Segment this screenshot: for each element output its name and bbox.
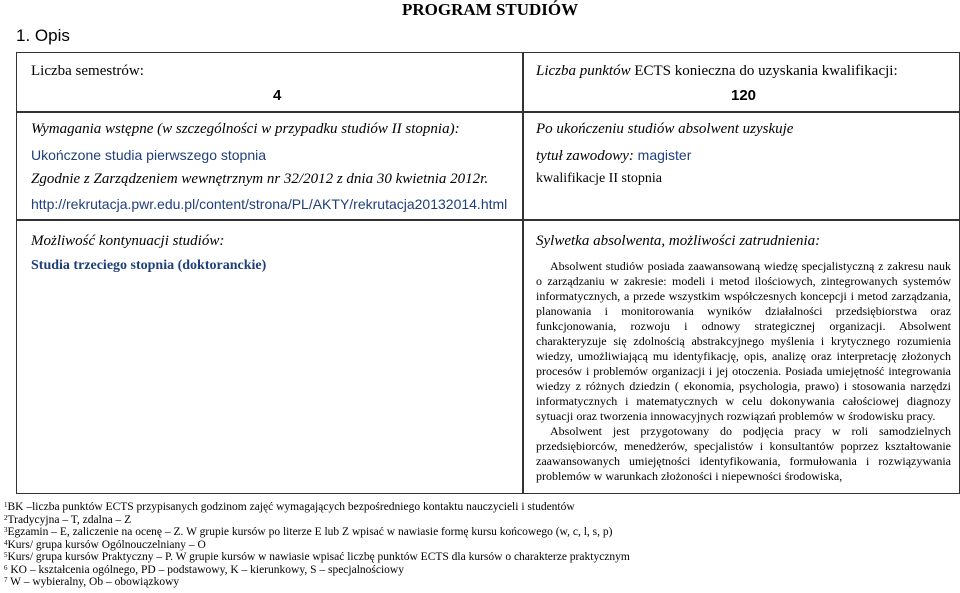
continuation-box bbox=[16, 220, 523, 494]
continuation-label: Możliwość kontynuacji studiów: bbox=[31, 233, 225, 249]
graduate-label: Po ukończeniu studiów absolwent uzyskuje bbox=[536, 121, 794, 137]
footnote-6: $^6$ KO – kształcenia ogólnego, PD – podstawowy, K – kierunkowy, S – specjalnościowy bbox=[4, 563, 404, 576]
profile-paragraph-1: Absolwent studiów posiada zaawansowaną wiedzę specjalistyczną z zakresu nauk o zarządzaniu w zakresie: modeli i metod ilościowych, zintegrowanych systemów informatycznych, a przede wszystkim współczesnych koncepcji i metod zarządzania, planowania i monitorowania wyników działalności przedsiębiorstwa oraz funkcjonowania, rozwoju i odnowy strategicznej organizacji. Absolwent charakteryzuje się zdolnością abstrakcyjnego myślenia i krytycznego rozumienia wiedzy, umożliwiającą mu identyfikację, opis, analizę oraz interpretację złożonych procesów i problemów organizacji i jej otoczenia. Posiada umiejętność integrowania wiedzy z różnych dziedzin ( ekonomia, psychologia, prawo) i stosowania narzędzi informatycznych i matematycznych w celu dokonywania całościowej diagnozy sytuacji oraz tworzenia innowacyjnych rozwiązań problemów w środowisku pracy. bbox=[536, 259, 951, 423]
ects-value: 120 bbox=[731, 87, 757, 104]
graduate-title-value: magister bbox=[637, 147, 692, 163]
ects-box bbox=[523, 52, 960, 112]
profile-paragraph-2: Absolwent jest przygotowany do podjęcia pracy w roli samodzielnych przedsiębiorców, menedżerów, specjalistów i konsultantów poprzez kształtowanie zaawansowanych umiejętności identyfikowania, formułowania i rozwiązywania problemów w warunkach złożoności i niepewności środowiska, bbox=[536, 424, 951, 483]
footnote-2: $^2$Tradycyjna – T, zdalna – Z bbox=[4, 513, 132, 526]
ects-label: Liczba punktów ECTS konieczna do uzyskania kwalifikacji: bbox=[536, 63, 898, 79]
continuation-value: Studia trzeciego stopnia (doktoranckie) bbox=[31, 258, 267, 273]
requirements-label: Wymagania wstępne (w szczególności w przypadku studiów II stopnia): bbox=[31, 121, 460, 137]
semesters-box bbox=[16, 52, 523, 112]
semesters-label: Liczba semestrów: bbox=[31, 63, 144, 79]
requirements-value: Ukończone studia pierwszego stopnia bbox=[31, 147, 267, 163]
profile-box bbox=[523, 220, 960, 494]
profile-label: Sylwetka absolwenta, możliwości zatrudnienia: bbox=[536, 233, 821, 249]
footnotes bbox=[4, 501, 704, 589]
profile-text bbox=[536, 259, 951, 484]
requirements-box bbox=[16, 112, 523, 220]
footnote-3: $^3$Egzamin – E, zaliczenie na ocenę – Z. W grupie kursów po literze E lub Z wpisać w nawiasie formę kursu końcowego (w, c, l, s, p) bbox=[4, 526, 613, 538]
regulation-link[interactable]: http://rekrutacja.pwr.edu.pl/content/strona/PL/AKTY/rekrutacja20132014.html bbox=[31, 196, 508, 212]
regulation-text: Zgodnie z Zarządzeniem wewnętrznym nr 32/2012 z dnia 30 kwietnia 2012r. bbox=[31, 171, 489, 187]
footnote-7: $^7$ W – wybieralny, Ob – obowiązkowy bbox=[4, 576, 180, 588]
page-title: PROGRAM STUDIÓW bbox=[402, 0, 579, 19]
footnote-1: $^1$BK –liczba punktów ECTS przypisanych godzinom zajęć wymagających bezpośredniego kontaktu nauczycieli i studentów bbox=[4, 501, 575, 513]
graduate-title: tytuł zawodowy: magister bbox=[536, 147, 692, 164]
graduate-box bbox=[523, 112, 960, 220]
semesters-value: 4 bbox=[273, 87, 282, 104]
section-heading: 1. Opis bbox=[16, 26, 70, 45]
footnote-4: $^4$Kurs/ grupa kursów Ogólnouczelniany – O bbox=[4, 538, 206, 551]
footnote-5: $^5$Kurs/ grupa kursów Praktyczny – P. W grupie kursów w nawiasie wpisać liczbę punktów ECTS dla kursów o charakterze praktycznym bbox=[4, 551, 630, 563]
graduate-qualification: kwalifikacje II stopnia bbox=[536, 171, 662, 186]
